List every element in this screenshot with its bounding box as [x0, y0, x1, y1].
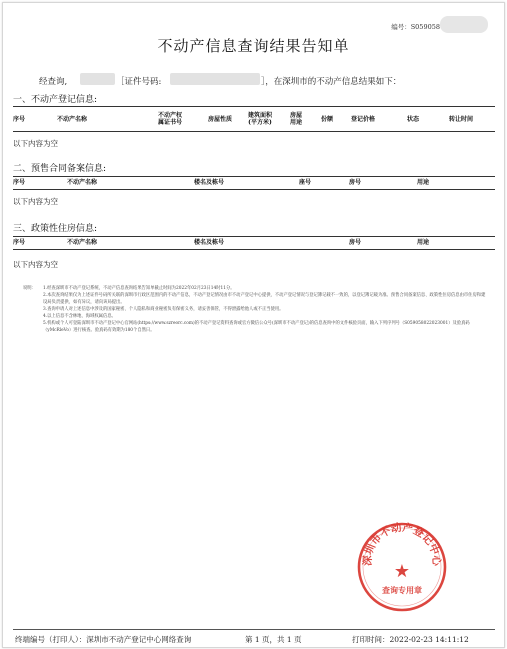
column-header: 转让时间	[448, 116, 473, 123]
section-title-registration: 一、不动产登记信息:	[13, 95, 98, 105]
column-header: 序号	[13, 239, 26, 246]
table-header-rule	[13, 131, 495, 132]
official-seal-stamp	[357, 521, 447, 613]
footer-terminal: 终端编号（打印人）：深圳市不动产登记中心网络查询	[15, 635, 192, 644]
table-top-rule	[13, 106, 495, 107]
column-header: 房号	[348, 179, 361, 186]
column-header: 序号	[13, 116, 26, 123]
notes-label: 说明：	[23, 286, 36, 291]
table-top-rule	[13, 176, 495, 177]
note-item: 4.以上信息不含林地、海域权属信息。	[43, 314, 116, 319]
column-header: 登记价格	[350, 116, 375, 123]
column-header: 建筑面积 (平方米)	[247, 112, 272, 126]
column-header: 不动产名称	[66, 239, 97, 246]
footer-page-info: 第 1 页，共 1 页	[245, 635, 302, 644]
section-title-policy-housing: 三、政策性住房信息:	[13, 224, 98, 234]
section-title-presale: 二、预售合同备案信息:	[13, 164, 107, 174]
table-top-rule	[13, 236, 495, 237]
footer-print-time: 打印时间：2022-02-23 14:11:12	[352, 635, 469, 644]
column-header: 不动产名称	[56, 116, 87, 123]
seal-ring-text: 深圳市不动产登记中心	[361, 521, 443, 567]
page-title: 不动产信息查询结果告知单	[157, 37, 350, 55]
column-header: 房屋 用途	[289, 112, 302, 126]
column-header: 序号	[13, 179, 26, 186]
note-item: 2.本次查询结果仅为上述证件号码所关联的深圳市行政区范围内的不动产信息，不动产登记情况由市不动产登记中心提供，不动产登记情况与登记簿记载不一致的，以登记簿记载为准。预售合同备案信息、政策性住房信息由市住房和建设局负责提供，如有异议，请向该局提出。	[43, 293, 486, 305]
column-header: 份额	[320, 116, 333, 123]
intro-id-label: ［证件号码:	[116, 77, 162, 87]
seal-center-text: 查询专用章	[382, 585, 422, 595]
column-header: 状态	[406, 116, 419, 123]
table-header-rule	[13, 249, 495, 250]
note-item: 5.机构或个人可登陆深圳市不动产登记中心官网站(https://www.szreorc.com)的不动产登记资料查询或官方微信公众号(深圳市不动产登记)的信息查询中的文件核验页面，输入下列序列号（S059058022023001）及验真码（yMcRleVo）进行核查。验真码有效期为180个自然日。	[43, 321, 470, 333]
redacted-id-number	[170, 73, 260, 85]
column-header: 座号	[298, 179, 311, 186]
column-header: 楼名及栋号	[193, 239, 224, 246]
footer-rule	[13, 629, 495, 630]
column-header: 房号	[348, 239, 361, 246]
document-page	[2, 2, 505, 648]
note-item: 3.查询申请人对上述信息中涉及的国家秘密、个人隐私和商业秘密负有保密义务，请妥善保管，不得泄露给他人或不正当使用。	[43, 307, 284, 312]
redacted-document-number	[440, 16, 488, 33]
empty-notice-registration: 以下内容为空	[13, 139, 58, 148]
column-header: 不动产名称	[66, 179, 97, 186]
intro-suffix: ］，在深圳市的不动产信息结果如下：	[261, 77, 402, 87]
redacted-name	[80, 73, 115, 85]
column-header: 房屋性质	[207, 116, 232, 123]
column-header: 用途	[416, 179, 429, 186]
seal-star-icon: ★	[393, 561, 411, 582]
document-number: 编号：S059058	[391, 23, 440, 31]
empty-notice-policy-housing: 以下内容为空	[13, 260, 58, 269]
note-item: 1.经查深圳市不动产登记系统，不动产信息查询结果告知单截止时间为2022年02月23日14时11分。	[43, 286, 235, 291]
column-header: 不动产权 属证书号	[157, 112, 182, 126]
table-header-rule	[13, 189, 495, 190]
column-header: 楼名及栋号	[193, 179, 224, 186]
intro-prefix: 经查询,	[39, 77, 68, 87]
empty-notice-presale: 以下内容为空	[13, 197, 58, 206]
column-header: 用途	[416, 239, 429, 246]
